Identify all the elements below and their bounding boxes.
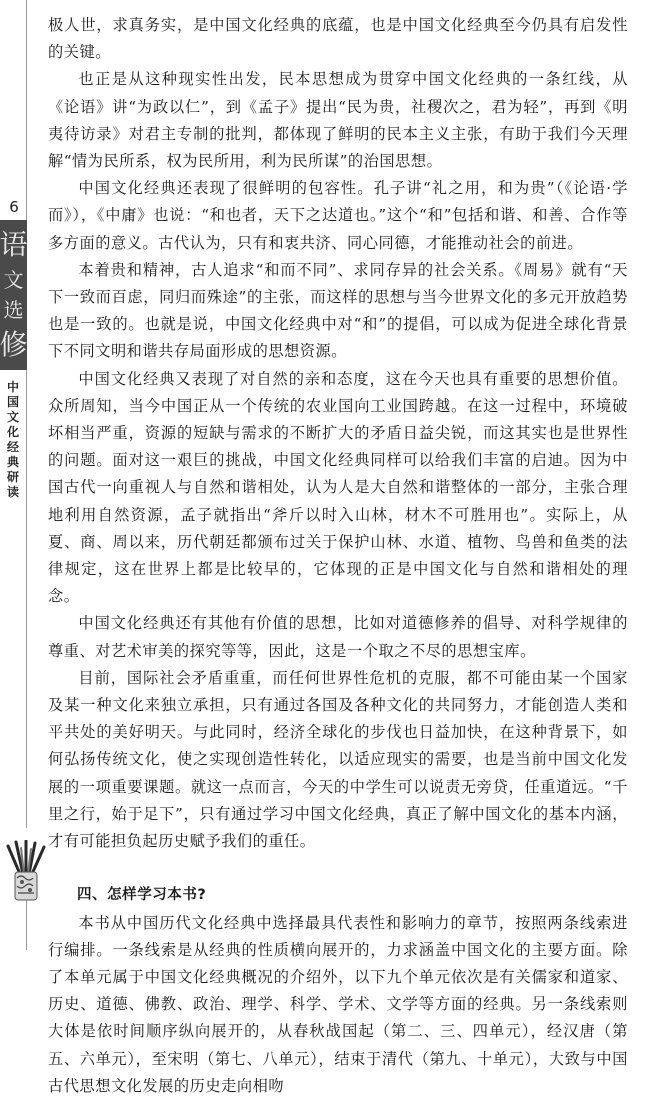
- section-heading: 四、怎样学习本书?: [77, 887, 207, 904]
- book-title-char: 读: [6, 485, 19, 499]
- series-char: 修: [0, 327, 28, 361]
- series-char: 语: [0, 228, 28, 262]
- series-char: 选: [3, 298, 24, 323]
- book-title-char: 研: [6, 470, 19, 484]
- brush-pot-icon: [2, 840, 50, 902]
- book-title-char: 中: [6, 380, 19, 394]
- page-number: 6: [9, 198, 19, 216]
- book-title-char: 经: [6, 440, 19, 454]
- book-title-char: 化: [6, 425, 19, 439]
- paragraph: 极人世，求真务实，是中国文化经典的底蕴，也是中国文化经典至今仍具有启发性的关键。: [48, 16, 628, 62]
- paragraph: 中国文化经典还有其他有价值的思想，比如对道德修养的倡导、对科学规律的尊重、对艺术审美的探究等等，因此，这是一个取之不尽的思想宝库。: [48, 614, 628, 660]
- book-title-char: 国: [6, 395, 19, 409]
- paragraph: 也正是从这种现实性出发，民本思想成为贯穿中国文化经典的一条红线，从《论语》讲“为政以仁”，到《孟子》提出“民为贵，社稷次之，君为轻”，再到《明夷待访录》对君主专制的批判，都体现了鲜明的民本主义主张，有助于我们今天理解“情为民所系，权为民所用，利为民所谋”的治国思想。: [48, 70, 628, 171]
- paragraph: 本着贵和精神，古人追求“和而不同”、求同存异的社会关系。《周易》就有“天下一致而百虑，同归而殊途”的主张，而这样的思想与当今世界文化的多元开放趋势也是一致的。也就是说，中国文化经典中对“和”的提倡，可以成为促进全球化背景下不同文明和谐共存局面形成的思想资源。: [48, 260, 628, 361]
- paragraph: 目前，国际社会矛盾重重，而任何世界性危机的克服，都不可能由某一个国家及某一种文化来独立承担，只有通过各国及各种文化的共同努力，才能创造人类和平共处的美好明天。与此同时，经济全球化的步伐也日益加快，在这种背景下，如何弘扬传统文化，使之实现创造性转化，以适应现实的需要，也是当前中国文化发展的一项重要课题。就这一点而言，今天的中学生可以说责无旁贷，任重道远。“千里之行，始于足下”，只有通过学习中国文化经典，真正了解中国文化的基本内涵，才有可能担负起历史赋予我们的重任。: [48, 668, 628, 851]
- book-title-char: 文: [6, 410, 19, 424]
- book-title-char: 典: [6, 455, 19, 469]
- page-body: [48, 6, 628, 1100]
- paragraph: 中国文化经典还表现了很鲜明的包容性。孔子讲“礼之用，和为贵”（《论语·学而》），《中庸》也说：“和也者，天下之达道也。”这个“和”包括和谐、和善、合作等多方面的意义。古代认为，只有和衷共济、同心同德，才能推动社会的前进。: [48, 179, 628, 252]
- paragraph: 本书从中国历代文化经典中选择最具代表性和影响力的章节，按照两条线索进行编排。一条线索是从经典的性质横向展开的，力求涵盖中国文化的主要方面。除了本单元属于中国文化经典概况的介绍外，以下九个单元依次是有关儒家和道家、历史、道德、佛教、政治、理学、科学、学术、文学等方面的经典。另一条线索则大体是依时间顺序纵向展开的，从春秋战国起（第二、三、四单元），经汉唐（第五、六单元），至宋明（第七、八单元），结束于清代（第九、十单元），大致与中国古代思想文化发展的历史走向相吻: [48, 913, 628, 1095]
- series-label-block: [0, 220, 27, 370]
- paragraph: 中国文化经典又表现了对自然的亲和态度，这在今天也具有重要的思想价值。众所周知，当今中国正从一个传统的农业国向工业国跨越。在这一过程中，环境破坏相当严重，资源的短缺与需求的不断扩大的矛盾日益尖锐，而这其实也是世界性的问题。面对这一艰巨的挑战，中国文化经典同样可以给我们丰富的启迪。因为中国古代一向重视人与自然和谐相处，认为人是大自然和谐整体的一部分，主张合理地利用自然资源，孟子就指出“斧斤以时入山林，材木不可胜用也”。实际上，从夏、商、周以来，历代朝廷都颁布过关于保护山林、水道、植物、鸟兽和鱼类的法律规定，这在世界上都是比较早的，它体现的正是中国文化与自然和谐相处的理念。: [48, 369, 628, 606]
- book-title-vertical: [0, 380, 26, 500]
- margin-rule: [26, 0, 27, 950]
- series-char: 文: [3, 267, 24, 292]
